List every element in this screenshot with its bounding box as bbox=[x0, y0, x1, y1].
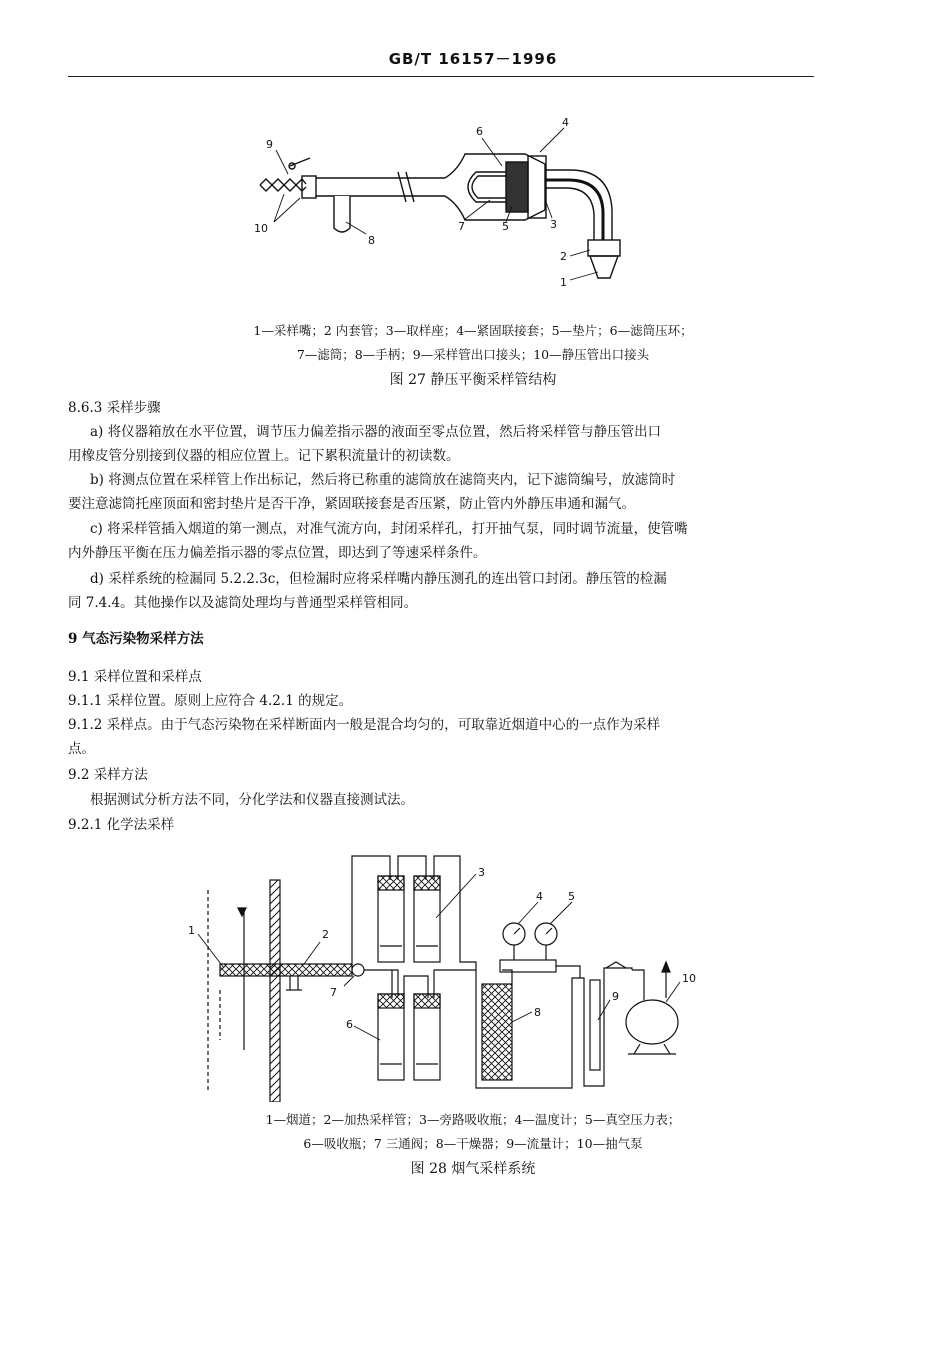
bypass-absorption-bottles bbox=[352, 856, 466, 970]
filter-cartridge bbox=[468, 156, 546, 218]
sampling-holder bbox=[546, 170, 620, 278]
section-9-2-heading: 9.2 采样方法 bbox=[68, 767, 148, 783]
standard-number-header: GB/T 16157－1996 bbox=[388, 50, 558, 68]
thermometer-and-vacuum-gauge bbox=[500, 923, 557, 972]
fig27-label-5: 5 bbox=[502, 220, 509, 233]
fig27-label-9: 9 bbox=[266, 138, 273, 151]
para-b-line-2: 要注意滤筒托座顶面和密封垫片是否干净，紧固联接套是否压紧，防止管内外静压串通和漏气。 bbox=[68, 496, 635, 512]
fig28-label-7: 7 bbox=[330, 986, 337, 999]
figure-27-diagram bbox=[240, 110, 640, 305]
fig28-label-4: 4 bbox=[536, 890, 543, 903]
para-a-line-2: 用橡皮管分别接到仪器的相应位置上。记下累积流量计的初读数。 bbox=[68, 448, 460, 464]
figure-27-legend-line-2: 7—滤筒；8—手柄；9—采样管出口接头；10—静压管出口接头 bbox=[296, 347, 650, 362]
section-8-6-3-heading: 8.6.3 采样步骤 bbox=[68, 400, 161, 416]
figure-27-title: 图 27 静压平衡采样管结构 bbox=[389, 372, 557, 388]
section-9-1-2-line-1: 9.1.2 采样点。由于气态污染物在采样断面内一般是混合均匀的，可取靠近烟道中心的一点作为采样 bbox=[68, 717, 661, 733]
fig28-label-6: 6 bbox=[346, 1018, 353, 1031]
section-9-1-2-line-2: 点。 bbox=[68, 741, 95, 757]
fig28-label-1: 1 bbox=[188, 924, 195, 937]
fig28-label-5: 5 bbox=[568, 890, 575, 903]
fig27-label-3: 3 bbox=[550, 218, 557, 231]
para-c-line-1: c) 将采样管插入烟道的第一测点，对准气流方向，封闭采样孔，打开抽气泵，同时调节流量，使管嘴 bbox=[90, 521, 688, 537]
dryer bbox=[466, 962, 580, 1088]
fig27-label-4: 4 bbox=[562, 116, 569, 129]
fig27-label-10: 10 bbox=[254, 222, 268, 235]
figure-27-legend-line-1: 1—采样嘴；2 内套管；3—取样座；4—紧固联接套；5—垫片；6—滤筒压环； bbox=[253, 323, 693, 338]
figure-28-title: 图 28 烟气采样系统 bbox=[410, 1161, 536, 1177]
section-9-2-text: 根据测试分析方法不同，分化学法和仪器直接测试法。 bbox=[90, 792, 414, 808]
fig28-label-8: 8 bbox=[534, 1006, 541, 1019]
fig27-label-8: 8 bbox=[368, 234, 375, 247]
fig27-label-1: 1 bbox=[560, 276, 567, 289]
fig28-label-9: 9 bbox=[612, 990, 619, 1003]
section-9-heading: 9 气态污染物采样方法 bbox=[68, 631, 204, 647]
figure-28-legend-line-2: 6—吸收瓶；7 三通阀；8—干燥器；9—流量计；10—抽气泵 bbox=[303, 1136, 643, 1151]
para-d-line-2: 同 7.4.4。其他操作以及滤筒处理均与普通型采样管相同。 bbox=[68, 595, 418, 611]
fig28-label-3: 3 bbox=[478, 866, 485, 879]
fig28-label-2: 2 bbox=[322, 928, 329, 941]
section-9-2-1-heading: 9.2.1 化学法采样 bbox=[68, 817, 175, 833]
para-c-line-2: 内外静压平衡在压力偏差指示器的零点位置，即达到了等速采样条件。 bbox=[68, 545, 487, 561]
figure-28-diagram bbox=[180, 850, 720, 1102]
fig27-label-2: 2 bbox=[560, 250, 567, 263]
outlet-connector bbox=[260, 158, 316, 198]
para-b-line-1: b) 将测点位置在采样管上作出标记，然后将已称重的滤筒放在滤筒夹内，记下滤筒编号，放滤筒时 bbox=[90, 472, 676, 488]
heated-sampling-pipe bbox=[220, 964, 364, 990]
header-rule bbox=[68, 76, 814, 77]
fig27-label-6: 6 bbox=[476, 125, 483, 138]
flowmeter-and-pump bbox=[556, 962, 678, 1086]
para-a-line-1: a) 将仪器箱放在水平位置，调节压力偏差指示器的液面至零点位置，然后将采样管与静压管出口 bbox=[90, 424, 662, 440]
figure-28-legend-line-1: 1—烟道；2—加热采样管；3—旁路吸收瓶；4—温度计；5—真空压力表； bbox=[265, 1112, 681, 1127]
section-9-1-1: 9.1.1 采样位置。原则上应符合 4.2.1 的规定。 bbox=[68, 693, 353, 709]
flue bbox=[208, 880, 280, 1102]
absorption-bottles bbox=[364, 970, 476, 1080]
handle bbox=[334, 196, 350, 232]
para-d-line-1: d) 采样系统的检漏同 5.2.2.3c，但检漏时应将采样嘴内静压测孔的连出管口封闭。静压管的检漏 bbox=[90, 571, 667, 587]
section-9-1-heading: 9.1 采样位置和采样点 bbox=[68, 669, 202, 685]
fig28-label-10: 10 bbox=[682, 972, 696, 985]
fig27-label-7: 7 bbox=[458, 220, 465, 233]
